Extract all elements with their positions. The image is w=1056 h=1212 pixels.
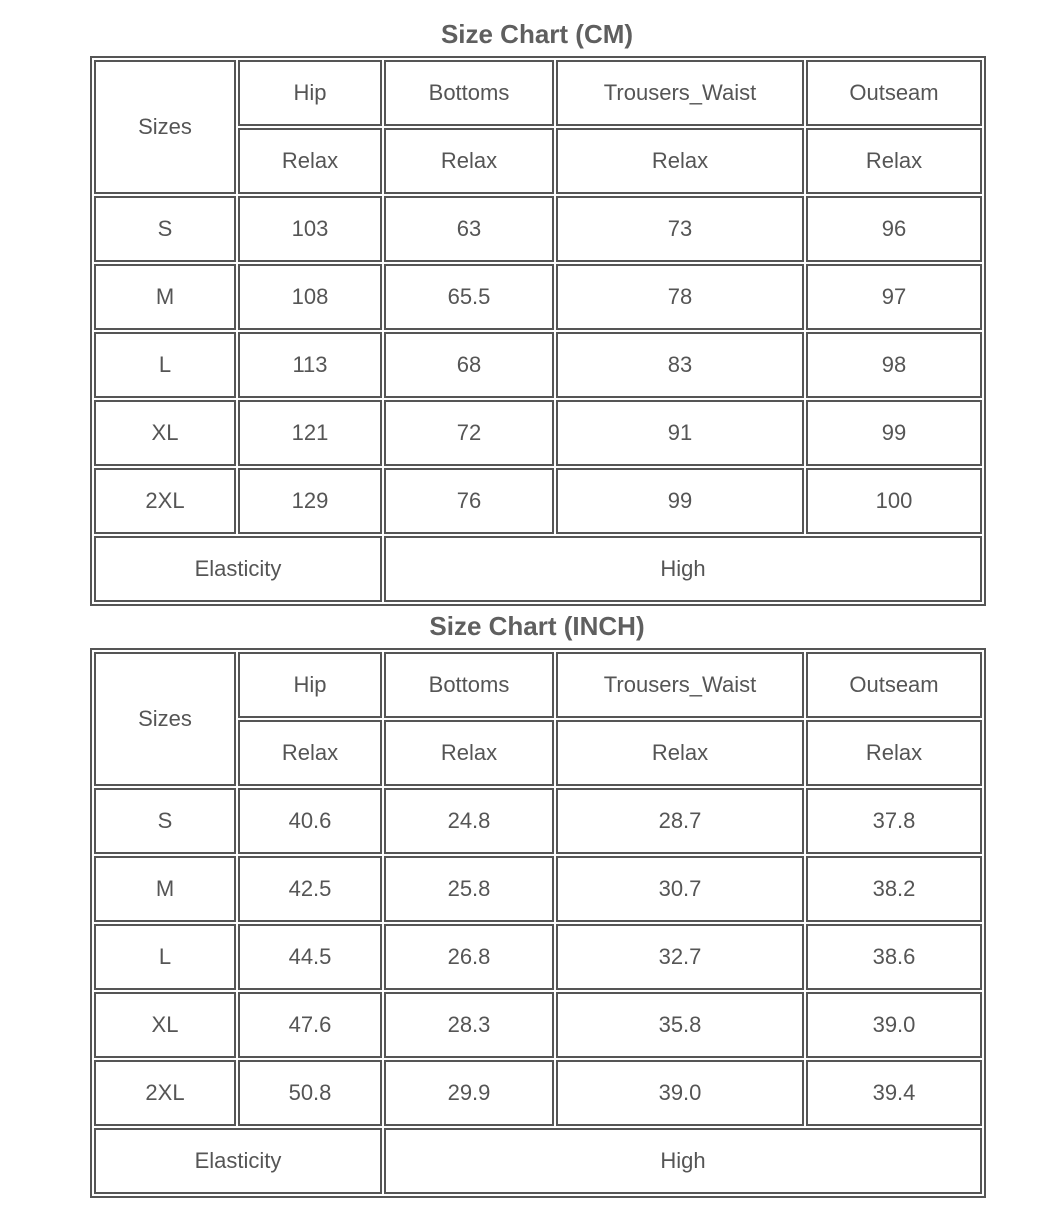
value-cell: 65.5 [384, 264, 554, 330]
column-header-outseam: Outseam [806, 60, 982, 126]
column-header-hip: Hip [238, 652, 382, 718]
column-header-outseam: Outseam [806, 652, 982, 718]
value-cell: 113 [238, 332, 382, 398]
value-cell: 99 [806, 400, 982, 466]
size-cell: L [94, 332, 236, 398]
table-row [94, 332, 982, 398]
value-cell: 68 [384, 332, 554, 398]
value-cell: 40.6 [238, 788, 382, 854]
subheader-cell: Relax [238, 720, 382, 786]
table-row [94, 1060, 982, 1126]
subheader-cell: Relax [806, 128, 982, 194]
table-row [94, 992, 982, 1058]
value-cell: 25.8 [384, 856, 554, 922]
subheader-cell: Relax [238, 128, 382, 194]
value-cell: 50.8 [238, 1060, 382, 1126]
value-cell: 76 [384, 468, 554, 534]
elasticity-value: High [384, 1128, 982, 1194]
value-cell: 44.5 [238, 924, 382, 990]
sizes-header: Sizes [94, 60, 236, 194]
value-cell: 99 [556, 468, 804, 534]
table-row [94, 196, 982, 262]
elasticity-row [94, 536, 982, 602]
value-cell: 39.0 [806, 992, 982, 1058]
column-header-bottoms: Bottoms [384, 60, 554, 126]
value-cell: 63 [384, 196, 554, 262]
value-cell: 108 [238, 264, 382, 330]
column-header-trousers-waist: Trousers_Waist [556, 60, 804, 126]
value-cell: 47.6 [238, 992, 382, 1058]
chart-title: Size Chart (INCH) [429, 611, 645, 641]
table-row [94, 264, 982, 330]
value-cell: 39.0 [556, 1060, 804, 1126]
sizes-header: Sizes [94, 652, 236, 786]
value-cell: 103 [238, 196, 382, 262]
table-row [94, 924, 982, 990]
table-row [94, 788, 982, 854]
header-row [94, 60, 982, 126]
value-cell: 30.7 [556, 856, 804, 922]
value-cell: 91 [556, 400, 804, 466]
value-cell: 98 [806, 332, 982, 398]
subheader-cell: Relax [556, 720, 804, 786]
value-cell: 35.8 [556, 992, 804, 1058]
value-cell: 83 [556, 332, 804, 398]
value-cell: 32.7 [556, 924, 804, 990]
value-cell: 72 [384, 400, 554, 466]
size-cell: XL [94, 992, 236, 1058]
header-row [94, 652, 982, 718]
value-cell: 73 [556, 196, 804, 262]
size-cell: S [94, 196, 236, 262]
elasticity-value: High [384, 536, 982, 602]
size-cell: S [94, 788, 236, 854]
value-cell: 100 [806, 468, 982, 534]
size-table [90, 648, 986, 1198]
value-cell: 39.4 [806, 1060, 982, 1126]
table-row [94, 856, 982, 922]
table-row [94, 468, 982, 534]
value-cell: 38.2 [806, 856, 982, 922]
value-cell: 42.5 [238, 856, 382, 922]
value-cell: 29.9 [384, 1060, 554, 1126]
column-header-hip: Hip [238, 60, 382, 126]
elasticity-label: Elasticity [94, 536, 382, 602]
column-header-trousers-waist: Trousers_Waist [556, 652, 804, 718]
size-table [90, 56, 986, 606]
size-cell: M [94, 264, 236, 330]
elasticity-label: Elasticity [94, 1128, 382, 1194]
size-cell: XL [94, 400, 236, 466]
size-cell: 2XL [94, 468, 236, 534]
size-cell: M [94, 856, 236, 922]
elasticity-row [94, 1128, 982, 1194]
value-cell: 37.8 [806, 788, 982, 854]
value-cell: 38.6 [806, 924, 982, 990]
value-cell: 129 [238, 468, 382, 534]
size-cell: 2XL [94, 1060, 236, 1126]
value-cell: 26.8 [384, 924, 554, 990]
size-chart-cm [90, 14, 984, 606]
table-row [94, 400, 982, 466]
value-cell: 97 [806, 264, 982, 330]
size-chart-inch [90, 606, 984, 1198]
value-cell: 28.7 [556, 788, 804, 854]
subheader-cell: Relax [806, 720, 982, 786]
subheader-cell: Relax [384, 128, 554, 194]
column-header-bottoms: Bottoms [384, 652, 554, 718]
value-cell: 24.8 [384, 788, 554, 854]
subheader-cell: Relax [556, 128, 804, 194]
value-cell: 96 [806, 196, 982, 262]
size-cell: L [94, 924, 236, 990]
value-cell: 78 [556, 264, 804, 330]
value-cell: 121 [238, 400, 382, 466]
chart-title: Size Chart (CM) [440, 19, 634, 49]
value-cell: 28.3 [384, 992, 554, 1058]
subheader-cell: Relax [384, 720, 554, 786]
